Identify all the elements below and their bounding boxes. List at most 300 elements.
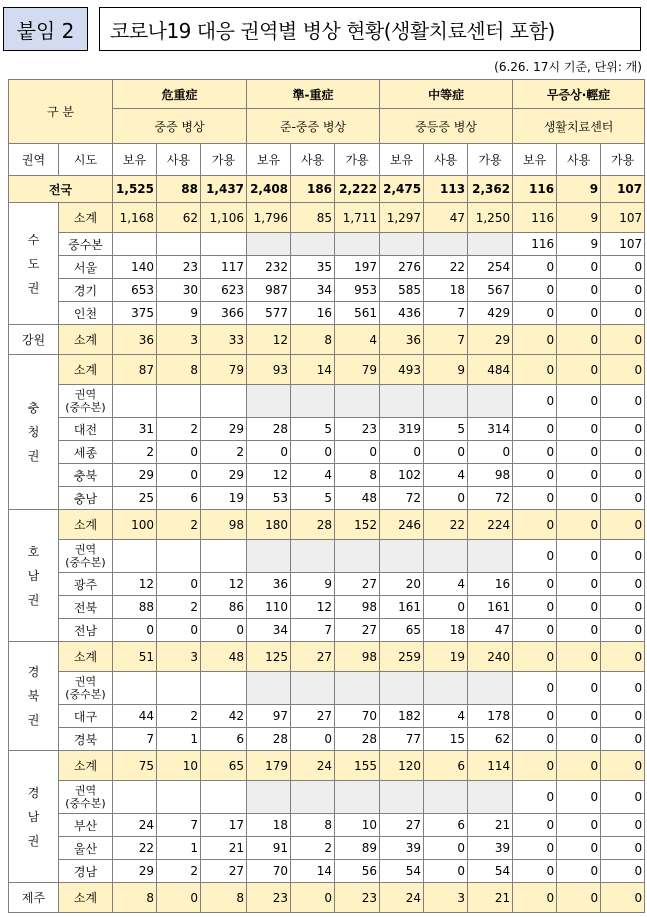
- value-cell: [468, 781, 513, 814]
- sido-label: 중수본: [59, 233, 113, 256]
- value-cell: 29: [468, 325, 513, 355]
- value-cell: 39: [380, 837, 424, 860]
- value-cell: 2: [113, 441, 157, 464]
- value-cell: [157, 540, 201, 573]
- value-cell: 0: [557, 619, 601, 642]
- value-cell: 3: [424, 883, 468, 913]
- value-cell: 0: [247, 441, 291, 464]
- value-cell: 0: [424, 441, 468, 464]
- value-cell: 16: [468, 573, 513, 596]
- value-cell: 6: [424, 814, 468, 837]
- region-name: [9, 751, 59, 883]
- sub-header-cell: 보유: [113, 144, 157, 176]
- table-row: [9, 487, 645, 510]
- value-cell: 88: [113, 596, 157, 619]
- value-cell: [291, 540, 335, 573]
- table-row: [9, 837, 645, 860]
- value-cell: 31: [113, 418, 157, 441]
- value-cell: 4: [424, 464, 468, 487]
- subtotal-label: 소계: [59, 325, 113, 355]
- table-row: [9, 540, 645, 573]
- value-cell: 178: [468, 705, 513, 728]
- value-cell: [157, 672, 201, 705]
- value-cell: 4: [424, 705, 468, 728]
- group-sub-mild: 생활치료센터: [513, 109, 645, 144]
- value-cell: 9: [557, 203, 601, 233]
- value-cell: 0: [601, 256, 645, 279]
- value-cell: 23: [335, 418, 380, 441]
- value-cell: 1,168: [113, 203, 157, 233]
- region-name-char: 남: [27, 809, 40, 824]
- value-cell: 0: [513, 781, 557, 814]
- value-cell: 29: [113, 464, 157, 487]
- value-cell: 436: [380, 302, 424, 325]
- region-name: [9, 355, 59, 510]
- table-row: [9, 325, 645, 355]
- value-cell: 7: [113, 728, 157, 751]
- value-cell: 19: [424, 642, 468, 672]
- national-value: 1,525: [113, 176, 157, 203]
- value-cell: 114: [468, 751, 513, 781]
- value-cell: 0: [513, 883, 557, 913]
- value-cell: 23: [335, 883, 380, 913]
- region-name-char: 권: [27, 449, 40, 463]
- value-cell: 65: [201, 751, 247, 781]
- value-cell: 1,106: [201, 203, 247, 233]
- value-cell: 34: [291, 279, 335, 302]
- value-cell: 107: [601, 203, 645, 233]
- group-header-critical: 危重症: [113, 80, 247, 109]
- table-row: [9, 203, 645, 233]
- value-cell: 653: [113, 279, 157, 302]
- value-cell: 18: [424, 619, 468, 642]
- value-cell: 6: [157, 487, 201, 510]
- region-name-char: 경: [27, 665, 40, 679]
- value-cell: 3: [157, 642, 201, 672]
- value-cell: 20: [380, 573, 424, 596]
- value-cell: [380, 672, 424, 705]
- table-row: [9, 642, 645, 672]
- value-cell: [247, 233, 291, 256]
- value-cell: 0: [557, 441, 601, 464]
- value-cell: 18: [424, 279, 468, 302]
- sub-header-cell: 보유: [247, 144, 291, 176]
- table-row: [9, 355, 645, 385]
- value-cell: 23: [247, 883, 291, 913]
- value-cell: 28: [247, 418, 291, 441]
- value-cell: 24: [380, 883, 424, 913]
- value-cell: 29: [201, 418, 247, 441]
- value-cell: 0: [557, 302, 601, 325]
- value-cell: 28: [247, 728, 291, 751]
- region-name-char: 권: [27, 713, 40, 727]
- value-cell: 3: [157, 325, 201, 355]
- table-row: [9, 441, 645, 464]
- value-cell: 12: [113, 573, 157, 596]
- value-cell: 0: [557, 279, 601, 302]
- value-cell: [113, 385, 157, 418]
- sido-label: 권역 (중수본): [59, 385, 113, 418]
- value-cell: 0: [513, 487, 557, 510]
- value-cell: 0: [601, 814, 645, 837]
- value-cell: 0: [601, 385, 645, 418]
- value-cell: 2: [157, 860, 201, 883]
- table-row: [9, 464, 645, 487]
- sido-label: 충남: [59, 487, 113, 510]
- value-cell: 1,711: [335, 203, 380, 233]
- value-cell: 16: [291, 302, 335, 325]
- value-cell: 585: [380, 279, 424, 302]
- value-cell: 0: [113, 619, 157, 642]
- value-cell: 22: [424, 510, 468, 540]
- national-value: 2,362: [468, 176, 513, 203]
- value-cell: 27: [335, 619, 380, 642]
- value-cell: 21: [468, 814, 513, 837]
- value-cell: [424, 540, 468, 573]
- value-cell: 493: [380, 355, 424, 385]
- value-cell: 2: [157, 418, 201, 441]
- value-cell: 15: [424, 728, 468, 751]
- value-cell: 0: [513, 705, 557, 728]
- value-cell: 140: [113, 256, 157, 279]
- value-cell: 0: [601, 418, 645, 441]
- value-cell: 17: [201, 814, 247, 837]
- value-cell: 36: [113, 325, 157, 355]
- value-cell: 27: [291, 705, 335, 728]
- table-row: [9, 279, 645, 302]
- value-cell: 0: [157, 464, 201, 487]
- value-cell: 7: [424, 325, 468, 355]
- value-cell: 39: [468, 837, 513, 860]
- value-cell: 79: [335, 355, 380, 385]
- value-cell: 27: [335, 573, 380, 596]
- region-name: [9, 510, 59, 642]
- region-name: [9, 203, 59, 325]
- value-cell: 65: [380, 619, 424, 642]
- value-cell: 0: [601, 540, 645, 573]
- value-cell: 102: [380, 464, 424, 487]
- national-value: 2,408: [247, 176, 291, 203]
- value-cell: 9: [424, 355, 468, 385]
- value-cell: 953: [335, 279, 380, 302]
- value-cell: 70: [247, 860, 291, 883]
- table-row: [9, 860, 645, 883]
- value-cell: 7: [157, 814, 201, 837]
- value-cell: 161: [468, 596, 513, 619]
- region-name-char: 청: [27, 425, 40, 439]
- table-row: [9, 510, 645, 540]
- table-row: [9, 418, 645, 441]
- value-cell: 0: [601, 510, 645, 540]
- value-cell: 0: [557, 355, 601, 385]
- value-cell: [247, 540, 291, 573]
- group-header-mild: 무증상·輕症: [513, 80, 645, 109]
- value-cell: 8: [113, 883, 157, 913]
- value-cell: 2: [157, 596, 201, 619]
- value-cell: 10: [157, 751, 201, 781]
- region-name-char: 제주: [21, 890, 46, 905]
- region-name: [9, 325, 59, 355]
- value-cell: 21: [468, 883, 513, 913]
- value-cell: 0: [291, 441, 335, 464]
- sub-header-cell: 보유: [380, 144, 424, 176]
- value-cell: 0: [424, 596, 468, 619]
- sido-label: 권역 (중수본): [59, 672, 113, 705]
- value-cell: 0: [557, 781, 601, 814]
- value-cell: 0: [513, 642, 557, 672]
- value-cell: 0: [513, 814, 557, 837]
- value-cell: [113, 233, 157, 256]
- value-cell: 0: [291, 728, 335, 751]
- value-cell: 8: [157, 355, 201, 385]
- region-header: 권역: [9, 144, 59, 176]
- value-cell: 0: [601, 751, 645, 781]
- value-cell: 33: [201, 325, 247, 355]
- value-cell: 2: [291, 837, 335, 860]
- value-cell: 4: [335, 325, 380, 355]
- sub-header-cell: 가용: [201, 144, 247, 176]
- value-cell: 14: [291, 860, 335, 883]
- value-cell: [468, 540, 513, 573]
- sido-label: 부산: [59, 814, 113, 837]
- value-cell: [291, 672, 335, 705]
- value-cell: [468, 233, 513, 256]
- value-cell: 577: [247, 302, 291, 325]
- subtotal-label: 소계: [59, 642, 113, 672]
- value-cell: 4: [424, 573, 468, 596]
- value-cell: 70: [335, 705, 380, 728]
- subtotal-label: 소계: [59, 883, 113, 913]
- sub-header-cell: 사용: [291, 144, 335, 176]
- value-cell: 319: [380, 418, 424, 441]
- national-value: 186: [291, 176, 335, 203]
- sido-label: 서울: [59, 256, 113, 279]
- value-cell: 5: [291, 487, 335, 510]
- value-cell: 1: [157, 728, 201, 751]
- value-cell: 22: [424, 256, 468, 279]
- value-cell: 0: [601, 619, 645, 642]
- value-cell: 0: [157, 883, 201, 913]
- value-cell: 116: [513, 203, 557, 233]
- value-cell: 29: [201, 464, 247, 487]
- group-sub-semicritical: 준-중증 병상: [247, 109, 380, 144]
- value-cell: 107: [601, 233, 645, 256]
- sido-label: 울산: [59, 837, 113, 860]
- table-row: [9, 814, 645, 837]
- value-cell: [424, 233, 468, 256]
- sido-label: 광주: [59, 573, 113, 596]
- value-cell: [424, 672, 468, 705]
- value-cell: 0: [157, 619, 201, 642]
- value-cell: 0: [513, 302, 557, 325]
- value-cell: 12: [291, 596, 335, 619]
- value-cell: 110: [247, 596, 291, 619]
- value-cell: 51: [113, 642, 157, 672]
- value-cell: 9: [557, 233, 601, 256]
- value-cell: [201, 672, 247, 705]
- value-cell: 97: [247, 705, 291, 728]
- value-cell: [201, 540, 247, 573]
- value-cell: 91: [247, 837, 291, 860]
- region-name-char: 권: [27, 592, 40, 607]
- value-cell: 429: [468, 302, 513, 325]
- value-cell: 0: [601, 883, 645, 913]
- subtotal-label: 소계: [59, 751, 113, 781]
- value-cell: [201, 385, 247, 418]
- value-cell: 56: [335, 860, 380, 883]
- value-cell: 0: [513, 279, 557, 302]
- value-cell: 36: [380, 325, 424, 355]
- value-cell: 8: [291, 814, 335, 837]
- region-name-char: 북: [27, 689, 40, 703]
- value-cell: 9: [157, 302, 201, 325]
- value-cell: 179: [247, 751, 291, 781]
- value-cell: 0: [557, 672, 601, 705]
- value-cell: 36: [247, 573, 291, 596]
- value-cell: 0: [513, 325, 557, 355]
- group-sub-critical: 중증 병상: [113, 109, 247, 144]
- value-cell: 5: [291, 418, 335, 441]
- value-cell: 246: [380, 510, 424, 540]
- value-cell: 12: [247, 325, 291, 355]
- value-cell: 0: [513, 619, 557, 642]
- table-row: [9, 596, 645, 619]
- national-value: 1,437: [201, 176, 247, 203]
- value-cell: 0: [335, 441, 380, 464]
- table-row: [9, 573, 645, 596]
- value-cell: 0: [557, 325, 601, 355]
- value-cell: 0: [557, 814, 601, 837]
- value-cell: 116: [513, 233, 557, 256]
- value-cell: [157, 781, 201, 814]
- region-name-char: 권: [27, 280, 40, 295]
- value-cell: 62: [157, 203, 201, 233]
- value-cell: [380, 233, 424, 256]
- value-cell: 86: [201, 596, 247, 619]
- value-cell: 152: [335, 510, 380, 540]
- value-cell: 0: [557, 510, 601, 540]
- value-cell: 0: [513, 728, 557, 751]
- value-cell: [380, 385, 424, 418]
- value-cell: 0: [513, 751, 557, 781]
- value-cell: 0: [601, 672, 645, 705]
- value-cell: 276: [380, 256, 424, 279]
- table-row: [9, 233, 645, 256]
- value-cell: [468, 385, 513, 418]
- value-cell: 161: [380, 596, 424, 619]
- value-cell: 0: [513, 385, 557, 418]
- value-cell: 8: [201, 883, 247, 913]
- value-cell: 0: [557, 642, 601, 672]
- value-cell: 23: [157, 256, 201, 279]
- value-cell: 98: [468, 464, 513, 487]
- value-cell: 0: [601, 279, 645, 302]
- value-cell: 6: [424, 751, 468, 781]
- value-cell: 0: [557, 385, 601, 418]
- value-cell: [113, 672, 157, 705]
- page-title: 코로나19 대응 권역별 병상 현황(생활치료센터 포함): [99, 7, 641, 51]
- value-cell: 27: [201, 860, 247, 883]
- value-cell: 0: [513, 441, 557, 464]
- value-cell: 0: [513, 573, 557, 596]
- value-cell: 0: [157, 441, 201, 464]
- region-name-char: 호: [27, 544, 40, 559]
- value-cell: [113, 781, 157, 814]
- value-cell: 0: [557, 418, 601, 441]
- subtotal-label: 소계: [59, 203, 113, 233]
- value-cell: 100: [113, 510, 157, 540]
- value-cell: 0: [468, 441, 513, 464]
- value-cell: 27: [380, 814, 424, 837]
- value-cell: 561: [335, 302, 380, 325]
- table-row: [9, 256, 645, 279]
- value-cell: 0: [513, 672, 557, 705]
- table-row: [9, 883, 645, 913]
- sub-header-cell: 사용: [557, 144, 601, 176]
- value-cell: 93: [247, 355, 291, 385]
- value-cell: 0: [601, 302, 645, 325]
- value-cell: 27: [291, 642, 335, 672]
- value-cell: 42: [201, 705, 247, 728]
- value-cell: 24: [291, 751, 335, 781]
- value-cell: [201, 233, 247, 256]
- value-cell: [157, 385, 201, 418]
- national-label: 전국: [9, 176, 113, 203]
- value-cell: 0: [513, 837, 557, 860]
- value-cell: 79: [201, 355, 247, 385]
- value-cell: 0: [601, 642, 645, 672]
- sido-label: 충북: [59, 464, 113, 487]
- value-cell: 29: [113, 860, 157, 883]
- value-cell: 0: [601, 860, 645, 883]
- value-cell: 8: [335, 464, 380, 487]
- value-cell: 0: [513, 540, 557, 573]
- attachment-badge: 붙임 2: [3, 7, 88, 51]
- value-cell: [157, 233, 201, 256]
- value-cell: 0: [513, 418, 557, 441]
- value-cell: 117: [201, 256, 247, 279]
- value-cell: 0: [557, 464, 601, 487]
- value-cell: 22: [113, 837, 157, 860]
- national-value: 107: [601, 176, 645, 203]
- region-name: [9, 883, 59, 913]
- value-cell: 35: [291, 256, 335, 279]
- value-cell: 0: [557, 728, 601, 751]
- value-cell: 0: [557, 837, 601, 860]
- sido-label: 세종: [59, 441, 113, 464]
- value-cell: 53: [247, 487, 291, 510]
- table-row: [9, 751, 645, 781]
- table-row: [9, 619, 645, 642]
- value-cell: 2: [157, 705, 201, 728]
- sub-header-cell: 가용: [468, 144, 513, 176]
- value-cell: 0: [557, 256, 601, 279]
- value-cell: 240: [468, 642, 513, 672]
- value-cell: 98: [335, 596, 380, 619]
- value-cell: 2: [157, 510, 201, 540]
- value-cell: 0: [513, 860, 557, 883]
- value-cell: 0: [557, 540, 601, 573]
- value-cell: 0: [601, 781, 645, 814]
- sub-header-cell: 가용: [601, 144, 645, 176]
- value-cell: 19: [201, 487, 247, 510]
- value-cell: 182: [380, 705, 424, 728]
- value-cell: 18: [247, 814, 291, 837]
- sub-header-cell: 사용: [424, 144, 468, 176]
- value-cell: [113, 540, 157, 573]
- value-cell: 987: [247, 279, 291, 302]
- value-cell: 0: [601, 487, 645, 510]
